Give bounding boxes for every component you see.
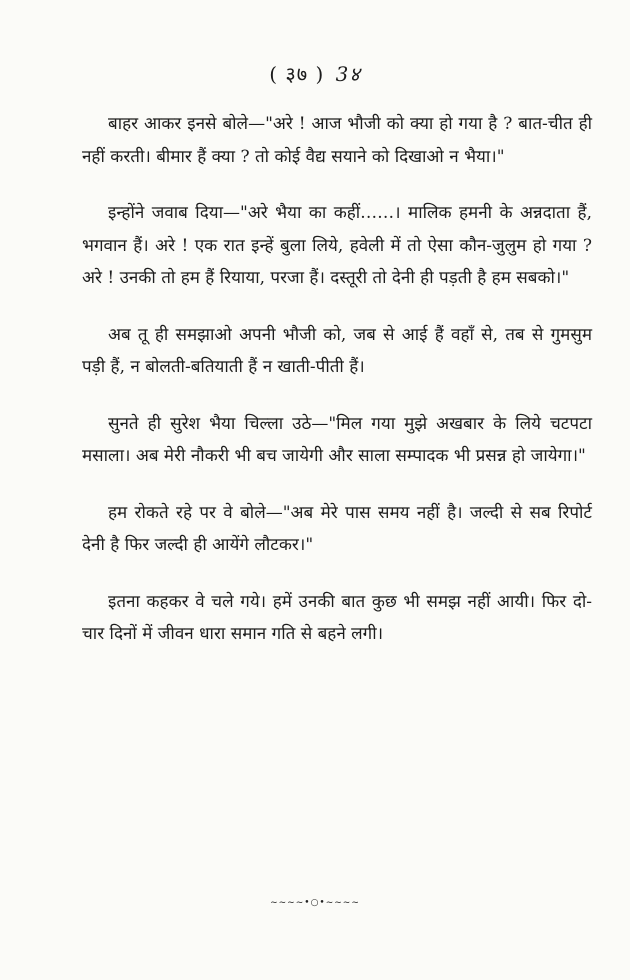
handwritten-page-number: 3४: [335, 62, 361, 86]
page-number: [0, 60, 630, 87]
paragraph-1: बाहर आकर इनसे बोले—"अरे ! आज भौजी को क्या हो गया है ? बात-चीत ही नहीं करती। बीमार हैं क्या ? तो कोई वैद्य सयाने को दिखाओ न भैया।": [82, 114, 592, 167]
paragraph-3: अब तू ही समझाओ अपनी भौजी को, जब से आई हैं वहाँ से, तब से गुमसुम पड़ी हैं, न बोलती-बतियाती हैं न खाती-पीती हैं।: [82, 324, 592, 377]
section-end-ornament: ~~~~•○•~~~~: [270, 898, 360, 908]
paragraph-6: इतना कहकर वे चले गये। हमें उनकी बात कुछ भी समझ नहीं आयी। फिर दो-चार दिनों में जीवन धारा समान गति से बहने लगी।: [82, 591, 592, 644]
body-text: [82, 108, 592, 651]
paragraph-2: इन्होंने जवाब दिया—"अरे भैया का कहीं……। मालिक हमनी के अन्नदाता हैं, भगवान हैं। अरे ! एक रात इन्हें बुला लिये, हवेली में तो ऐसा कौन-जुलुम हो गया ? अरे ! उनकी तो हम हैं रियाया, परजा हैं। दस्तूरी तो देनी ही पड़ती है हम सबको।": [82, 203, 592, 288]
printed-page-number: ( ३७ ): [269, 62, 325, 86]
paragraph-5: हम रोकते रहे पर वे बोले—"अब मेरे पास समय नहीं है। जल्दी से सब रिपोर्ट देनी है फिर जल्दी ही आयेंगे लौटकर।": [82, 502, 592, 555]
paragraph-4: सुनते ही सुरेश भैया चिल्ला उठे—"मिल गया मुझे अखबार के लिये चटपटा मसाला। अब मेरी नौकरी भी बच जायेगी और साला सम्पादक भी प्रसन्न हो जायेगा।": [82, 413, 592, 466]
